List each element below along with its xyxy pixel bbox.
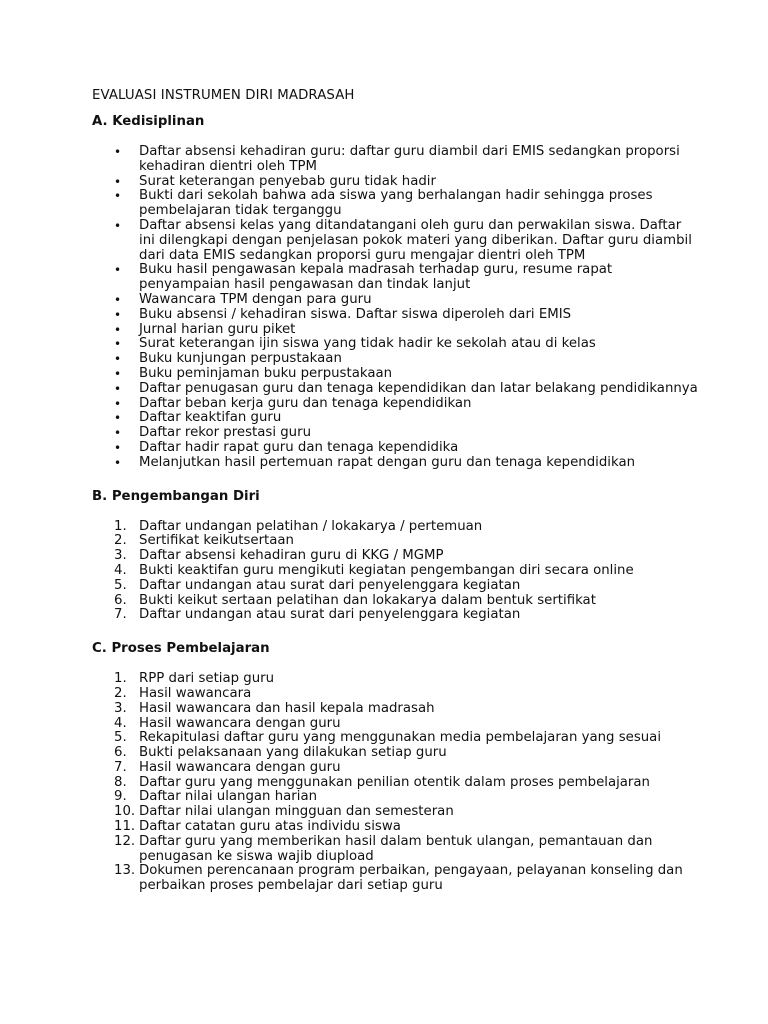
list-item [92,534,698,549]
list-item-text: Daftar nilai ulangan mingguan dan semesteran [139,804,454,820]
list-item [92,702,698,717]
list-item [92,687,698,702]
item-number: 6. [114,745,127,761]
list-item-text: Jurnal harian guru piket [139,321,296,337]
list-item [92,549,698,564]
list-item [92,608,698,623]
bullet-marker: • [114,337,122,352]
bullet-marker: • [114,292,122,307]
item-number: 12. [114,833,136,849]
list-item-text: Daftar catatan guru atas individu siswa [139,819,401,835]
bullet-marker: • [114,218,122,233]
bullet-marker: • [114,189,122,204]
list-item-text: Daftar undangan atau surat dari penyelenggara kegiatan [139,577,521,593]
list-item [92,835,698,865]
bullet-marker: • [114,426,122,441]
list-item [92,145,698,175]
bullet-marker: • [114,455,122,470]
list-item [92,397,698,412]
list-item-text: Surat keterangan penyebab guru tidak hadir [139,173,436,189]
item-number: 10. [114,804,136,820]
list-item-text: Buku hasil pengawasan kepala madrasah terhadap guru, resume rapat penyampaian hasil pengawasan dan tindak lanjut [139,262,613,293]
list-item-text: RPP dari setiap guru [139,671,275,687]
item-number: 8. [114,774,127,790]
bullet-marker: • [114,263,122,278]
list-item [92,411,698,426]
list-item [92,337,698,352]
pengembangan-diri-list [92,520,698,624]
item-number: 3. [114,700,127,716]
list-item [92,790,698,805]
list-item-text: Daftar guru yang menggunakan penilian otentik dalam proses pembelajaran [139,774,650,790]
list-item-text: Daftar rekor prestasi guru [139,425,311,441]
list-item-text: Hasil wawancara dan hasil kepala madrasah [139,700,435,716]
list-item-text: Buku kunjungan perpustakaan [139,351,342,367]
section-heading-pengembangan-diri: B. Pengembangan Diri [92,488,260,504]
list-item-text: Daftar beban kerja guru dan tenaga kependidikan [139,395,472,411]
document-title: EVALUASI INSTRUMEN DIRI MADRASAH [92,88,355,103]
list-item-text: Rekapitulasi daftar guru yang menggunakan media pembelajaran yang sesuai [139,730,662,746]
list-item [92,717,698,732]
list-item-text: Sertifikat keikutsertaan [139,533,294,549]
list-item [92,367,698,382]
list-item [92,219,698,263]
list-item-text: Daftar guru yang memberikan hasil dalam bentuk ulangan, pemantauan dan penugasan ke siswa wajib diupload [139,833,653,864]
list-item-text: Bukti keaktifan guru mengikuti kegiatan pengembangan diri secara online [139,562,634,578]
list-item [92,520,698,535]
list-item [92,805,698,820]
list-item [92,731,698,746]
list-item [92,594,698,609]
list-item [92,352,698,367]
bullet-marker: • [114,145,122,159]
bullet-marker: • [114,307,122,322]
item-number: 4. [114,715,127,731]
list-item [92,456,698,471]
list-item [92,564,698,579]
section-heading-kedisiplinan: A. Kedisiplinan [92,114,205,129]
list-item-text: Melanjutkan hasil pertemuan rapat dengan guru dan tenaga kependidikan [139,454,636,470]
list-item-text: Wawancara TPM dengan para guru [139,291,372,307]
list-item-text: Surat keterangan ijin siswa yang tidak hadir ke sekolah atau di kelas [139,336,596,352]
item-number: 11. [114,819,136,835]
section-heading-proses-pembelajaran: C. Proses Pembelajaran [92,641,270,657]
list-item [92,746,698,761]
bullet-marker: • [114,396,122,411]
item-number: 1. [114,518,127,534]
item-number: 6. [114,592,127,608]
list-item [92,820,698,835]
item-number: 5. [114,577,127,593]
list-item-text: Daftar penugasan guru dan tenaga kependidikan dan latar belakang pendidikannya [139,380,698,396]
list-item-text: Bukti keikut sertaan pelatihan dan lokakarya dalam bentuk sertifikat [139,592,596,608]
list-item-text: Buku absensi / kehadiran siswa. Daftar siswa diperoleh dari EMIS [139,306,572,322]
item-number: 9. [114,789,127,805]
list-item [92,441,698,456]
list-item [92,426,698,441]
list-item-text: Bukti dari sekolah bahwa ada siswa yang berhalangan hadir sehingga proses pembelajaran tidak terganggu [139,188,653,219]
bullet-marker: • [114,352,122,367]
list-item-text: Hasil wawancara dengan guru [139,715,341,731]
item-number: 7. [114,607,127,623]
item-number: 2. [114,533,127,549]
item-number: 1. [114,671,127,687]
list-item [92,263,698,293]
item-number: 2. [114,685,127,701]
bullet-marker: • [114,440,122,455]
list-item-text: Buku peminjaman buku perpustakaan [139,365,393,381]
list-item-text: Daftar absensi kehadiran guru: daftar guru diambil dari EMIS sedangkan proporsi kehadiran dientri oleh TPM [139,144,680,174]
list-item-text: Bukti pelaksanaan yang dilakukan setiap guru [139,745,447,761]
list-item-text: Daftar undangan atau surat dari penyelenggara kegiatan [139,607,521,623]
item-number: 3. [114,548,127,564]
proses-pembelajaran-list [92,672,698,894]
list-item-text: Daftar nilai ulangan harian [139,789,318,805]
list-item [92,579,698,594]
list-item-text: Daftar hadir rapat guru dan tenaga kependidika [139,439,459,455]
bullet-marker: • [114,174,122,189]
list-item-text: Daftar absensi kelas yang ditandatangani oleh guru dan perwakilan siswa. Daftar ini dilengkapi dengan penjelasan pokok materi yang diberikan. Daftar guru diambil dari data EMIS sedangkan proporsi guru mengajar dientri oleh TPM [139,217,692,263]
list-item-text: Daftar absensi kehadiran guru di KKG / MGMP [139,548,444,564]
list-item [92,293,698,308]
kedisiplinan-list [92,145,698,471]
list-item-text: Hasil wawancara [139,685,252,701]
bullet-marker: • [114,366,122,381]
bullet-marker: • [114,381,122,396]
list-item [92,672,698,687]
list-item [92,175,698,190]
item-number: 5. [114,730,127,746]
list-item-text: Hasil wawancara dengan guru [139,759,341,775]
list-item-text: Daftar undangan pelatihan / lokakarya / pertemuan [139,518,483,534]
list-item [92,776,698,791]
list-item [92,189,698,219]
bullet-marker: • [114,322,122,337]
list-item-text: Daftar keaktifan guru [139,410,282,426]
item-number: 7. [114,759,127,775]
bullet-marker: • [114,411,122,426]
list-item [92,761,698,776]
list-item [92,308,698,323]
list-item [92,864,698,894]
list-item [92,382,698,397]
item-number: 13. [114,863,136,879]
list-item [92,323,698,338]
item-number: 4. [114,562,127,578]
list-item-text: Dokumen perencanaan program perbaikan, pengayaan, pelayanan konseling dan perbaikan proses pembelajar dari setiap guru [139,863,683,894]
